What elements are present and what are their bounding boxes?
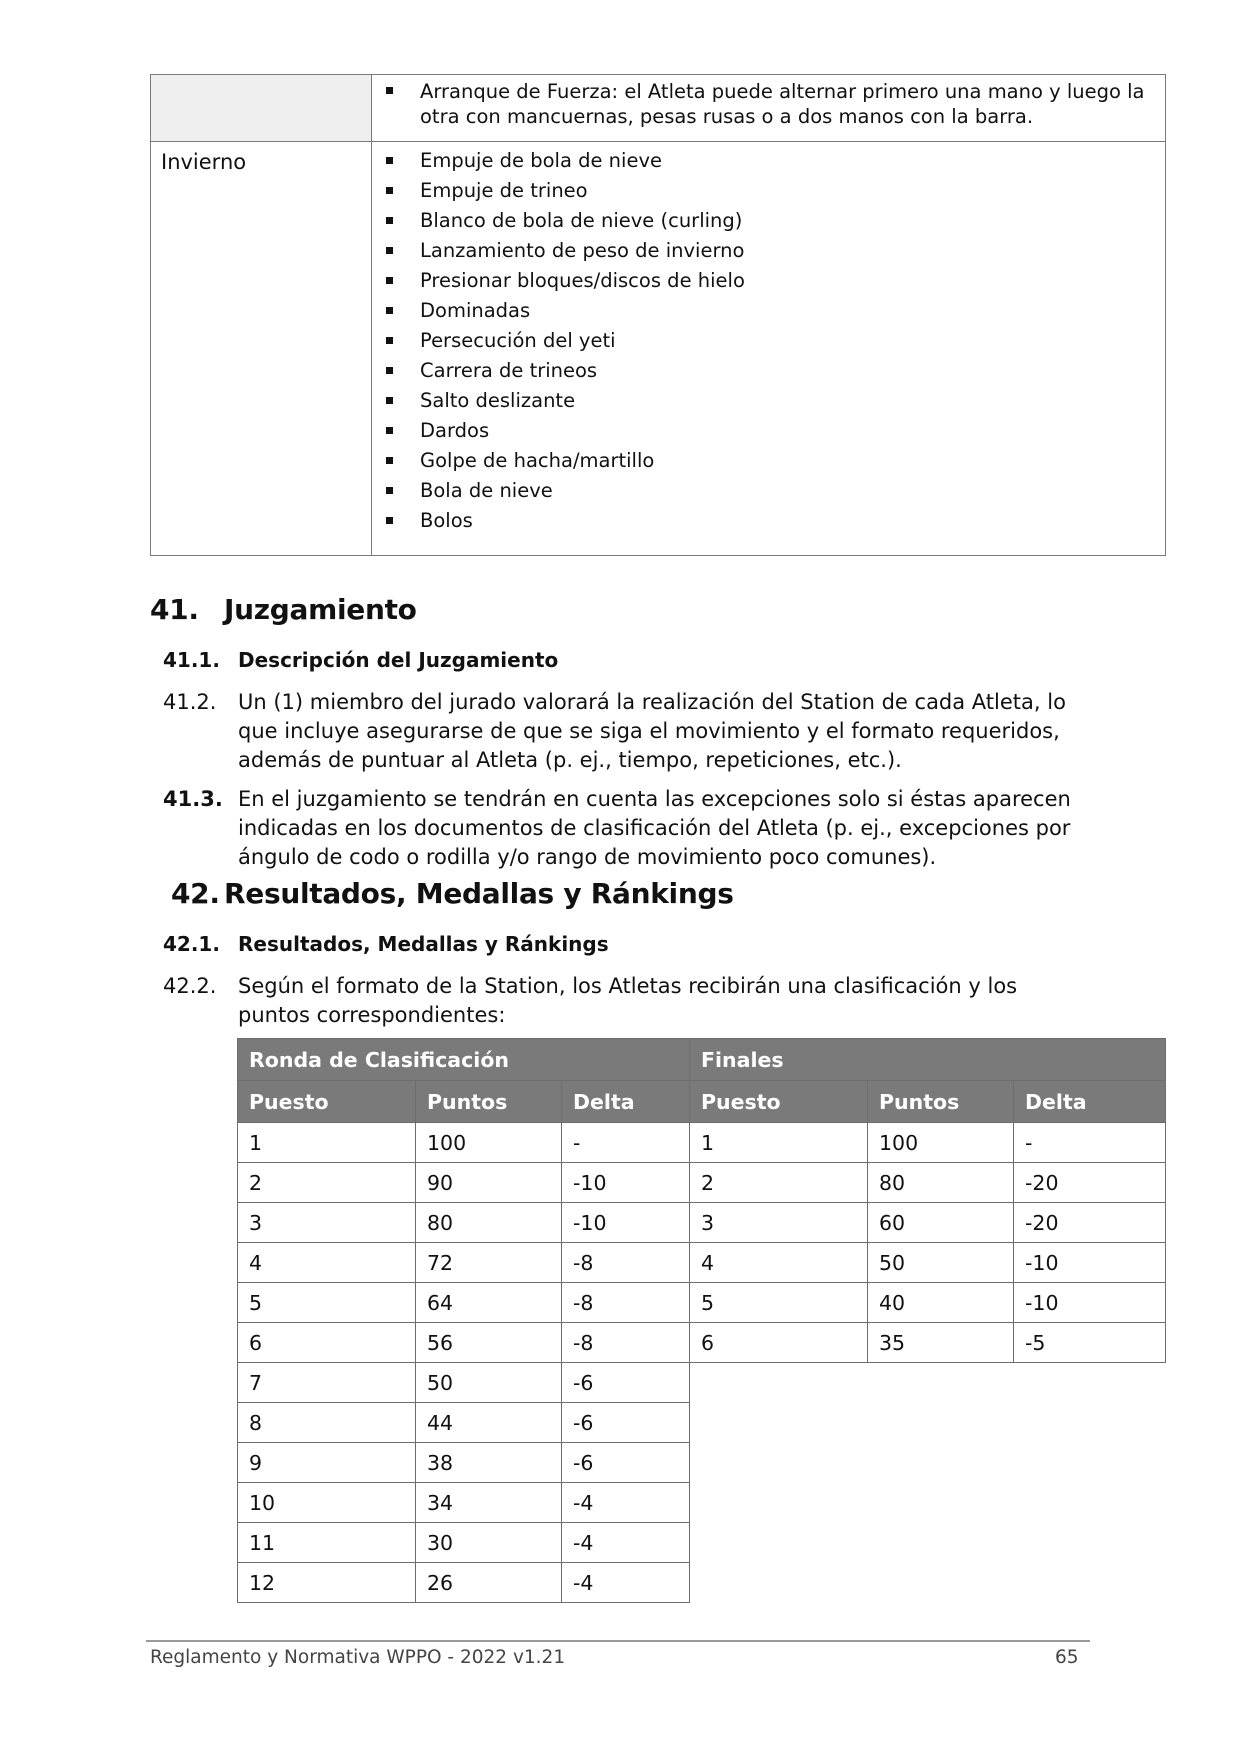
table-cell: 50 bbox=[868, 1243, 1014, 1283]
table-cell: 5 bbox=[238, 1283, 416, 1323]
table-row bbox=[238, 1163, 1166, 1203]
events-list-cell bbox=[372, 142, 1166, 556]
table-cell: 5 bbox=[690, 1283, 868, 1323]
subsection-title: Resultados, Medallas y Ránkings bbox=[238, 932, 609, 956]
paragraph-text: Un (1) miembro del jurado valorará la realización del Station de cada Atleta, lo que incluye asegurarse de que se siga el movimiento y el formato requeridos, además de puntuar al Atleta (p. ej., tiempo, repeticiones, etc.). bbox=[238, 690, 1066, 772]
paragraph bbox=[163, 972, 1093, 1030]
table-cell: 9 bbox=[238, 1443, 416, 1483]
table-cell: 30 bbox=[416, 1523, 562, 1563]
table-cell: 4 bbox=[690, 1243, 868, 1283]
events-row bbox=[151, 142, 1166, 556]
table-cell: 100 bbox=[416, 1123, 562, 1163]
table-row bbox=[238, 1123, 1166, 1163]
section-number: 41. bbox=[150, 593, 199, 626]
empty-cell bbox=[690, 1443, 1166, 1483]
table-cell: 12 bbox=[238, 1563, 416, 1603]
table-cell: 26 bbox=[416, 1563, 562, 1603]
table-cell: 60 bbox=[868, 1203, 1014, 1243]
paragraph-number: 41.3. bbox=[163, 787, 223, 811]
section-title: Resultados, Medallas y Ránkings bbox=[224, 877, 734, 910]
event-list-item: Presionar bloques/discos de hielo bbox=[372, 269, 1165, 293]
table-row bbox=[238, 1323, 1166, 1363]
events-category-cell bbox=[151, 75, 372, 142]
event-list-item: Salto deslizante bbox=[372, 389, 1165, 413]
table-row bbox=[238, 1403, 1166, 1443]
event-list-item: Golpe de hacha/martillo bbox=[372, 449, 1165, 473]
table-cell: 44 bbox=[416, 1403, 562, 1443]
table-cell: 56 bbox=[416, 1323, 562, 1363]
events-table bbox=[150, 74, 1166, 556]
table-cell: -20 bbox=[1014, 1163, 1166, 1203]
table-cell: 1 bbox=[238, 1123, 416, 1163]
section-number: 42. bbox=[171, 877, 220, 910]
empty-cell bbox=[690, 1563, 1166, 1603]
empty-cell bbox=[690, 1403, 1166, 1443]
table-group-header-row bbox=[238, 1039, 1166, 1081]
table-cell: -8 bbox=[562, 1323, 690, 1363]
table-header-row bbox=[238, 1081, 1166, 1123]
table-cell: 1 bbox=[690, 1123, 868, 1163]
table-cell: -8 bbox=[562, 1283, 690, 1323]
table-row bbox=[238, 1243, 1166, 1283]
table-row bbox=[238, 1283, 1166, 1323]
paragraph-text: Según el formato de la Station, los Atletas recibirán una clasificación y los puntos correspondientes: bbox=[238, 974, 1018, 1027]
table-cell: -8 bbox=[562, 1243, 690, 1283]
group-header-finals: Finales bbox=[690, 1039, 1166, 1081]
table-cell: 35 bbox=[868, 1323, 1014, 1363]
table-cell: 4 bbox=[238, 1243, 416, 1283]
footer-document-title: Reglamento y Normativa WPPO - 2022 v1.21 bbox=[150, 1647, 566, 1668]
table-cell: 100 bbox=[868, 1123, 1014, 1163]
subsection bbox=[163, 930, 1093, 959]
table-cell: -10 bbox=[1014, 1283, 1166, 1323]
table-row bbox=[238, 1483, 1166, 1523]
subsection-title: Descripción del Juzgamiento bbox=[238, 648, 559, 672]
table-cell: -4 bbox=[562, 1523, 690, 1563]
event-list-item: Dominadas bbox=[372, 299, 1165, 323]
event-list-item: Bola de nieve bbox=[372, 479, 1165, 503]
table-cell: 11 bbox=[238, 1523, 416, 1563]
subsection bbox=[163, 646, 1093, 675]
table-cell: - bbox=[1014, 1123, 1166, 1163]
event-list-item: Arranque de Fuerza: el Atleta puede alternar primero una mano y luego la otra con mancuernas, pesas rusas o a dos manos con la barra. bbox=[372, 79, 1165, 129]
empty-cell bbox=[690, 1363, 1166, 1403]
table-cell: 64 bbox=[416, 1283, 562, 1323]
event-list-item: Dardos bbox=[372, 419, 1165, 443]
table-cell: -6 bbox=[562, 1363, 690, 1403]
paragraph-text: En el juzgamiento se tendrán en cuenta las excepciones solo si éstas aparecen indicadas en los documentos de clasificación del Atleta (p. ej., excepciones por ángulo de codo o rodilla y/o rango de movimiento poco comunes). bbox=[238, 787, 1071, 869]
subsection-number: 42.1. bbox=[163, 932, 220, 956]
table-cell: 72 bbox=[416, 1243, 562, 1283]
section-heading bbox=[150, 593, 417, 626]
event-list-item: Persecución del yeti bbox=[372, 329, 1165, 353]
event-list-item: Bolos bbox=[372, 509, 1165, 533]
table-cell: 80 bbox=[416, 1203, 562, 1243]
table-cell: 3 bbox=[238, 1203, 416, 1243]
table-cell: 8 bbox=[238, 1403, 416, 1443]
table-cell: 10 bbox=[238, 1483, 416, 1523]
paragraph bbox=[163, 785, 1093, 872]
table-cell: 2 bbox=[690, 1163, 868, 1203]
table-row bbox=[238, 1363, 1166, 1403]
column-header: Puesto bbox=[690, 1081, 868, 1123]
column-header: Puntos bbox=[868, 1081, 1014, 1123]
table-cell: -10 bbox=[1014, 1243, 1166, 1283]
column-header: Delta bbox=[1014, 1081, 1166, 1123]
empty-cell bbox=[690, 1523, 1166, 1563]
table-cell: -10 bbox=[562, 1163, 690, 1203]
group-header-qualification: Ronda de Clasificación bbox=[238, 1039, 690, 1081]
empty-cell bbox=[690, 1483, 1166, 1523]
table-cell: 80 bbox=[868, 1163, 1014, 1203]
section-heading bbox=[171, 877, 734, 910]
table-cell: 50 bbox=[416, 1363, 562, 1403]
column-header: Puntos bbox=[416, 1081, 562, 1123]
table-cell: -6 bbox=[562, 1403, 690, 1443]
points-table bbox=[237, 1038, 1166, 1603]
events-category-cell: Invierno bbox=[151, 142, 372, 556]
table-cell: 3 bbox=[690, 1203, 868, 1243]
table-cell: 6 bbox=[238, 1323, 416, 1363]
table-cell: 40 bbox=[868, 1283, 1014, 1323]
events-bullet-list bbox=[372, 75, 1165, 129]
table-cell: -20 bbox=[1014, 1203, 1166, 1243]
section-title: Juzgamiento bbox=[224, 593, 417, 626]
table-cell: -4 bbox=[562, 1563, 690, 1603]
table-cell: 7 bbox=[238, 1363, 416, 1403]
paragraph-number: 41.2. bbox=[163, 690, 217, 714]
table-row bbox=[238, 1443, 1166, 1483]
table-row bbox=[238, 1203, 1166, 1243]
event-list-item: Blanco de bola de nieve (curling) bbox=[372, 209, 1165, 233]
event-list-item: Empuje de trineo bbox=[372, 179, 1165, 203]
table-cell: 6 bbox=[690, 1323, 868, 1363]
table-cell: -6 bbox=[562, 1443, 690, 1483]
table-cell: 34 bbox=[416, 1483, 562, 1523]
paragraph-number: 42.2. bbox=[163, 974, 217, 998]
table-cell: -10 bbox=[562, 1203, 690, 1243]
event-list-item: Carrera de trineos bbox=[372, 359, 1165, 383]
events-row bbox=[151, 75, 1166, 142]
events-list-cell bbox=[372, 75, 1166, 142]
table-row bbox=[238, 1523, 1166, 1563]
table-cell: 38 bbox=[416, 1443, 562, 1483]
events-bullet-list bbox=[372, 142, 1165, 533]
table-cell: - bbox=[562, 1123, 690, 1163]
footer-divider bbox=[146, 1640, 1090, 1642]
paragraph bbox=[163, 688, 1093, 775]
event-list-item: Lanzamiento de peso de invierno bbox=[372, 239, 1165, 263]
column-header: Puesto bbox=[238, 1081, 416, 1123]
table-cell: -4 bbox=[562, 1483, 690, 1523]
table-row bbox=[238, 1563, 1166, 1603]
table-cell: 90 bbox=[416, 1163, 562, 1203]
table-cell: -5 bbox=[1014, 1323, 1166, 1363]
column-header: Delta bbox=[562, 1081, 690, 1123]
page-number: 65 bbox=[1055, 1647, 1079, 1668]
table-cell: 2 bbox=[238, 1163, 416, 1203]
subsection-number: 41.1. bbox=[163, 648, 220, 672]
event-list-item: Empuje de bola de nieve bbox=[372, 149, 1165, 173]
